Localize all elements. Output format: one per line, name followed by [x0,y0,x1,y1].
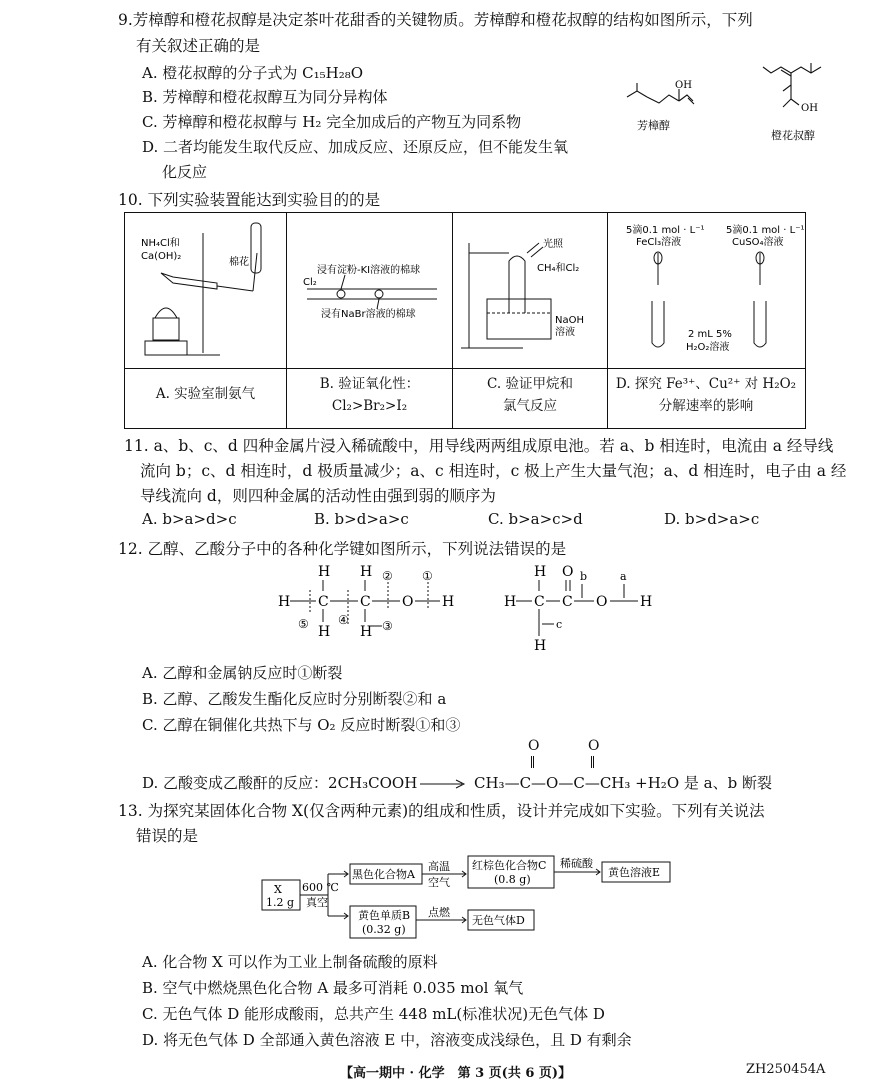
q11-option-c: C. b>a>c>d [488,510,583,528]
q10-stem: 10. 下列实验装置能达到实验目的的是 [118,191,381,209]
linalool-oh: OH [675,80,692,91]
q12-option-c: C. 乙醇在铜催化共热下与 O₂ 反应时断裂①和③ [142,716,461,734]
figc-gas: CH₄和Cl₂ [537,263,580,274]
q12-optd-o2: O [588,738,600,754]
flow-hot1: 高温 [428,860,450,873]
svg-text:O: O [562,564,574,580]
figd-drop1a: 5滴0.1 mol · L⁻¹ [626,225,705,236]
svg-text:H: H [318,564,331,580]
bond-c: c [556,618,563,631]
flow-acid: 稀硫酸 [560,857,593,870]
q10-table [124,212,806,429]
flow-cond2: 真空 [306,896,328,909]
q13-option-d: D. 将无色气体 D 全部通入黄色溶液 E 中，溶液变成浅绿色，且 D 有剩余 [142,1031,632,1049]
svg-text:H: H [504,594,517,610]
flow-c1: 红棕色化合物C [472,859,547,872]
svg-text:H: H [360,624,373,640]
q9-structures [615,55,845,155]
figb-cotton1: 浸有淀粉-KI溶液的棉球 [317,265,421,276]
figd-drop2a: 5滴0.1 mol · L⁻¹ [726,225,804,236]
svg-text:H: H [318,624,331,640]
figd-drop2b: CuSO₄溶液 [732,237,784,248]
q9-stem-line1: 9.芳樟醇和橙花叔醇是决定茶叶花甜香的关键物质。芳樟醇和橙花叔醇的结构如图所示，下列 [118,11,753,29]
caption-c: C. 验证甲烷和 氯气反应 [487,376,573,414]
q12-option-a: A. 乙醇和金属钠反应时①断裂 [142,664,343,682]
figc-sol1: NaOH [555,315,584,326]
nerolidol-oh: OH [801,103,818,114]
q13-flowchart [258,850,678,946]
flow-c2: (0.8 g) [494,873,531,886]
caption-b: B. 验证氧化性： Cl₂>Br₂>I₂ [319,376,420,414]
svg-text:H: H [360,564,373,580]
bond-3: ③ [382,619,393,633]
svg-text:O: O [402,594,414,610]
q11-option-d: D. b>d>a>c [664,510,760,528]
figd-h2o2a: 2 mL 5% [688,329,732,340]
q11-line1: 11. a、b、c、d 四种金属片浸入稀硫酸中，用导线两两组成原电池。若 a、b 相连时，电流由 a 经导线 [124,437,834,455]
bond-2: ② [382,569,393,583]
flow-d: 无色气体D [472,914,525,927]
bond-b: b [580,570,588,583]
figure-a-ammonia [125,213,286,368]
acetic-acid-structure [504,564,652,654]
q12-option-b: B. 乙醇、乙酸发生酯化反应时分别断裂②和 a [142,690,447,708]
figc-light: 光照 [543,239,563,250]
svg-text:C: C [534,594,545,610]
q13-option-a: A. 化合物 X 可以作为工业上制备硫酸的原料 [142,953,438,971]
reaction-arrow-icon [418,778,470,790]
q9-option-b: B. 芳樟醇和橙花叔醇互为同分异构体 [142,88,388,106]
q9-option-d-cont: 化反应 [162,163,208,181]
flow-b1: 黄色单质B [358,909,411,922]
svg-text:H: H [442,594,455,610]
figure-d-h2o2 [608,213,804,368]
flow-e: 黄色溶液E [608,866,661,879]
figd-h2o2b: H₂O₂溶液 [686,342,730,353]
flow-x1: X [274,883,282,896]
flow-hot2: 空气 [428,876,450,889]
svg-text:C: C [318,594,329,610]
q11-line2: 流向 b；c、d 相连时，d 极质量减少；a、c 相连时，c 极上产生大量气泡；a、d 相连时，电子由 a 经 [140,462,847,480]
flow-b2: (0.32 g) [362,923,406,936]
flow-cond1: 600 ℃ [302,881,339,894]
q12-optd-bond2 [591,756,595,768]
page-footer: 【高一期中 · 化学 第 3 页(共 6 页)】 [340,1066,572,1081]
svg-text:H: H [640,594,653,610]
svg-text:H: H [534,638,547,654]
nerolidol-structure [763,63,821,107]
flow-x2: 1.2 g [266,896,295,909]
bond-a: a [620,570,627,583]
q9-option-c: C. 芳樟醇和橙花叔醇与 H₂ 完全加成后的产物互为同系物 [142,113,522,131]
flow-a: 黑色化合物A [352,868,415,881]
q13-stem-line1: 13. 为探究某固体化合物 X(仅含两种元素)的组成和性质，设计并完成如下实验。下列有关说法 [118,802,765,820]
q12-optd-bond1 [531,756,535,768]
flow-ignite: 点燃 [428,906,450,919]
q12-bond-diagram [270,560,670,660]
q13-option-b: B. 空气中燃烧黑色化合物 A 最多可消耗 0.035 mol 氧气 [142,979,524,997]
q9-option-d: D. 二者均能发生取代反应、加成反应、还原反应，但不能发生氧 [142,138,569,156]
caption-a: A. 实验室制氨气 [155,386,256,402]
bond-5: ⑤ [298,617,309,631]
q12-stem: 12. 乙醇、乙酸分子中的各种化学键如图所示，下列说法错误的是 [118,540,567,558]
svg-text:C: C [360,594,371,610]
linalool-label: 芳樟醇 [637,119,670,132]
q13-stem-line2: 错误的是 [136,827,199,845]
q9-stem-line2: 有关叙述正确的是 [136,37,261,55]
bond-4: ④ [338,613,349,627]
page-code: ZH250454A [746,1062,826,1077]
bond-1: ① [422,569,433,583]
q11-option-b: B. b>d>a>c [314,510,409,528]
figb-cl2: Cl₂ [303,277,317,288]
svg-text:O: O [596,594,608,610]
figa-cotton: 棉花 [229,257,249,268]
q11-option-a: A. b>a>d>c [142,510,237,528]
figc-sol2: 溶液 [555,327,575,338]
q9-option-a: A. 橙花叔醇的分子式为 C₁₅H₂₈O [142,64,364,82]
figa-reagent1: NH₄Cl和 [141,238,180,249]
q12-option-d-prod: CH₃—C—O—C—CH₃ +H₂O 是 a、b 断裂 [474,774,772,792]
svg-text:C: C [562,594,573,610]
nerolidol-label: 橙花叔醇 [771,129,815,142]
q11-line3: 导线流向 d，则四种金属的活动性由强到弱的顺序为 [140,487,496,505]
figb-cotton2: 浸有NaBr溶液的棉球 [321,309,416,320]
q12-optd-o1: O [528,738,540,754]
svg-text:H: H [534,564,547,580]
caption-d: D. 探究 Fe³⁺、Cu²⁺ 对 H₂O₂ 分解速率的影响 [615,376,797,414]
figd-drop1b: FeCl₃溶液 [636,237,682,248]
figure-c-methane [453,213,607,368]
figure-b-oxidation [287,213,452,368]
figa-reagent2: Ca(OH)₂ [141,251,182,262]
q12-option-d-pre: D. 乙酸变成乙酸酐的反应：2CH₃COOH [142,774,418,792]
svg-text:H: H [278,594,291,610]
q13-option-c: C. 无色气体 D 能形成酸雨，总共产生 448 mL(标准状况)无色气体 D [142,1005,605,1023]
